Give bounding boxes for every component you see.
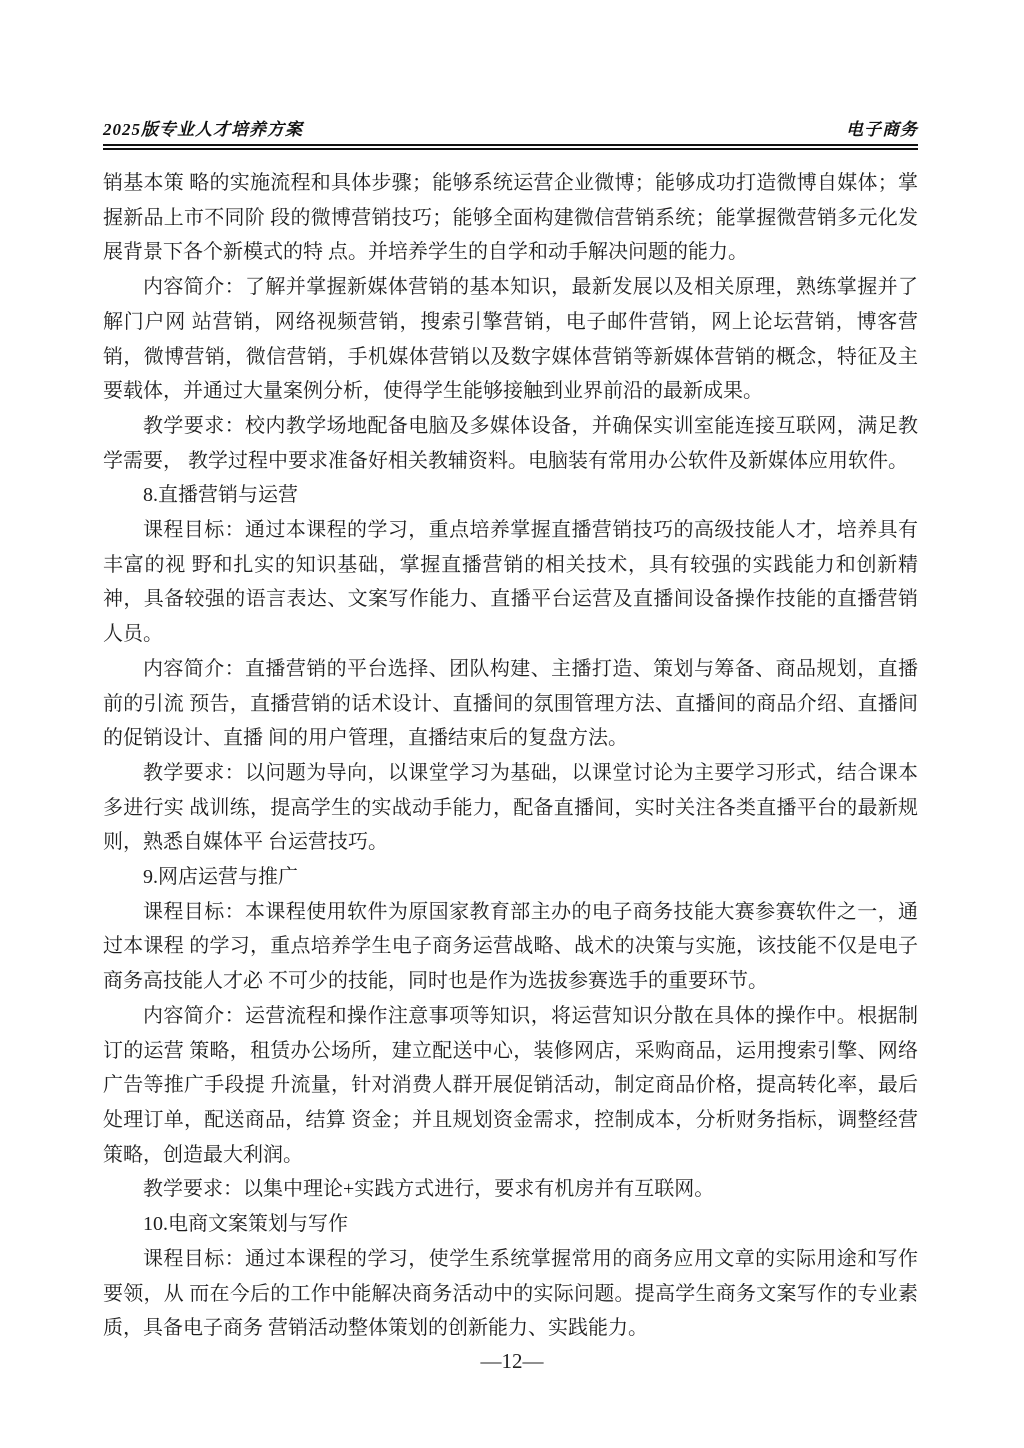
paragraph-course-objectives: 课程目标：通过本课程的学习，使学生系统掌握常用的商务应用文章的实际用途和写作要领，从 而在今后的工作中能解决商务活动中的实际问题。提高学生商务文案写作的专业素质，具备电子商务 营销活动整体策划的创新能力、实践能力。 [103, 1247, 918, 1340]
paragraph-content-intro: 内容简介：直播营销的平台选择、团队构建、主播打造、策划与筹备、商品规划，直播前的引流 预告，直播营销的话术设计、直播间的氛围管理方法、直播间的商品介绍、直播间的促销设计、直播 间的用户管理，直播结束后的复盘方法。 [103, 657, 918, 750]
paragraph-content-intro: 内容简介：运营流程和操作注意事项等知识，将运营知识分散在具体的操作中。根据制订的运营 策略，租赁办公场所，建立配送中心，装修网店，采购商品，运用搜索引擎、网络广告等推广手段提 升流量，针对消费人群开展促销活动，制定商品价格，提高转化率，最后处理订单，配送商品，结算 资金；并且规划资金需求，控制成本，分析财务指标，调整经营策略，创造最大利润。 [103, 1004, 918, 1166]
paragraph-teaching-requirements: 教学要求：以集中理论+实践方式进行，要求有机房并有互联网。 [143, 1178, 715, 1201]
paragraph-teaching-requirements: 教学要求：校内教学场地配备电脑及多媒体设备，并确保实训室能连接互联网，满足教学需要， 教学过程中要求准备好相关教辅资料。电脑装有常用办公软件及新媒体应用软件。 [103, 414, 918, 472]
running-head [103, 119, 918, 141]
header-double-rule [103, 144, 918, 150]
section-heading-course-9: 9.网店运营与推广 [143, 866, 298, 889]
page-footer [0, 1349, 1024, 1374]
paragraph-continuation: 销基本策 略的实施流程和具体步骤；能够系统运营企业微博；能够成功打造微博自媒体；掌握新品上市不同阶 段的微博营销技巧；能够全面构建微信营销系统；能掌握微营销多元化发展背景下各个新模式的特 点。并培养学生的自学和动手解决问题的能力。 [103, 172, 918, 264]
section-heading-course-10: 10.电商文案策划与写作 [143, 1213, 348, 1236]
paragraph-content-intro: 内容简介：了解并掌握新媒体营销的基本知识，最新发展以及相关原理，熟练掌握并了解门户网 站营销，网络视频营销，搜索引擎营销，电子邮件营销，网上论坛营销，博客营销，微博营销，微信营销，手机媒体营销以及数字媒体营销等新媒体营销的概念，特征及主要载体，并通过大量案例分析，使得学生能够接触到业界前沿的最新成果。 [103, 276, 918, 403]
header-left-title: 2025版专业人才培养方案 [103, 120, 303, 139]
paragraph-course-objectives: 课程目标：本课程使用软件为原国家教育部主办的电子商务技能大赛参赛软件之一，通过本课程 的学习，重点培养学生电子商务运营战略、战术的决策与实施，该技能不仅是电子商务高技能人才必 不可少的技能，同时也是作为选拔参赛选手的重要环节。 [103, 900, 918, 993]
page-header [103, 119, 918, 150]
page-number: —12— [480, 1349, 544, 1373]
header-right-title: 电子商务 [846, 120, 918, 139]
section-heading-course-8: 8.直播营销与运营 [143, 484, 298, 507]
document-body [103, 166, 918, 1346]
paragraph-teaching-requirements: 教学要求：以问题为导向，以课堂学习为基础，以课堂讨论为主要学习形式，结合课本多进行实 战训练，提高学生的实战动手能力，配备直播间，实时关注各类直播平台的最新规则，熟悉自媒体平 台运营技巧。 [103, 761, 918, 854]
paragraph-course-objectives: 课程目标：通过本课程的学习，重点培养掌握直播营销技巧的高级技能人才，培养具有丰富的视 野和扎实的知识基础，掌握直播营销的相关技术，具有较强的实践能力和创新精神，具备较强的语言表达、文案写作能力、直播平台运营及直播间设备操作技能的直播营销人员。 [103, 519, 918, 646]
